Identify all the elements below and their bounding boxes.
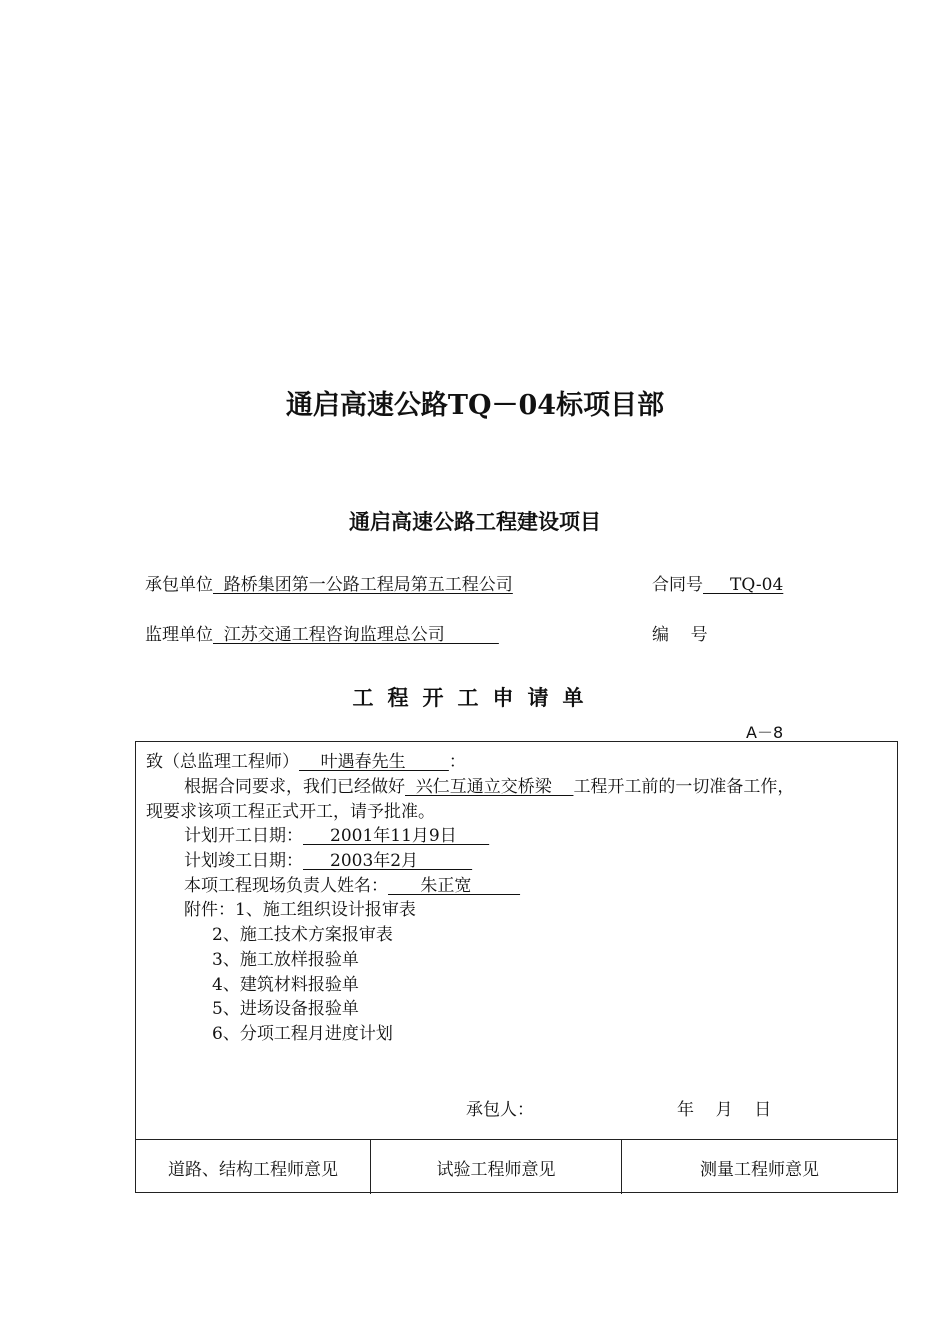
attachment-item: 4、建筑材料报验单 (212, 975, 359, 995)
form-code: A－8 (746, 723, 784, 742)
attachment-item: 6、分项工程月进度计划 (212, 1024, 393, 1044)
request-suffix: 工程开工前的一切准备工作， (573, 777, 795, 797)
contractor-signature-label: 承包人： (466, 1100, 534, 1120)
project-subtitle: 通启高速公路工程建设项目 (349, 509, 601, 534)
addressee-label: 致（总监理工程师） (146, 752, 299, 772)
attachment-item: 1、施工组织设计报审表 (235, 900, 416, 920)
request-prefix: 根据合同要求，我们已经做好 (184, 777, 405, 797)
site-leader-label: 本项工程现场负责人姓名： (184, 876, 388, 896)
road-structure-engineer-opinion: 道路、结构工程师意见 (136, 1140, 371, 1194)
attachment-line-1 (184, 895, 416, 920)
page-title: 通启高速公路TQ－04标项目部 (285, 390, 665, 421)
form-title: 工程开工申请单 (352, 685, 598, 710)
opinion-row (136, 1139, 897, 1194)
end-date-label: 计划竣工日期： (184, 851, 303, 871)
start-date-value: 2001年11月9日 (303, 826, 490, 846)
start-date-label: 计划开工日期： (184, 826, 303, 846)
addressee-suffix: ： (448, 752, 466, 772)
supervisor-label: 监理单位 (145, 625, 213, 645)
request-line-2: 现要求该项工程正式开工，请予批准。 (146, 802, 435, 822)
application-body (136, 742, 897, 1139)
supervisor-field (145, 620, 499, 645)
contract-number-value: TQ-04 (703, 575, 784, 595)
contract-number-field (652, 570, 783, 595)
signature-date-label: 年 月 日 (677, 1100, 772, 1120)
survey-engineer-opinion: 测量工程师意见 (700, 1159, 819, 1180)
end-date-value: 2003年2月 (303, 851, 473, 871)
request-project: 兴仁互通立交桥梁 (405, 777, 574, 797)
serial-number-label: 编 号 (652, 625, 708, 645)
contractor-field (145, 570, 513, 595)
attachment-item: 5、进场设备报验单 (212, 999, 359, 1019)
site-leader-value: 朱正宽 (388, 876, 521, 896)
attachments-label: 附件： (184, 900, 235, 920)
contractor-label: 承包单位 (145, 575, 213, 595)
application-form-table (135, 741, 898, 1193)
testing-engineer-opinion: 试验工程师意见 (371, 1140, 622, 1194)
contract-number-label: 合同号 (652, 575, 703, 595)
site-leader-line (184, 871, 520, 896)
addressee-line (146, 747, 466, 772)
end-date-line (184, 846, 472, 871)
addressee-value: 叶遇春先生 (299, 752, 449, 772)
request-line (184, 772, 794, 797)
attachment-item: 2、施工技术方案报审表 (212, 925, 393, 945)
supervisor-value: 江苏交通工程咨询监理总公司 (213, 625, 499, 645)
attachment-item: 3、施工放样报验单 (212, 950, 359, 970)
contractor-value: 路桥集团第一公路工程局第五工程公司 (213, 575, 513, 595)
start-date-line (184, 821, 489, 846)
